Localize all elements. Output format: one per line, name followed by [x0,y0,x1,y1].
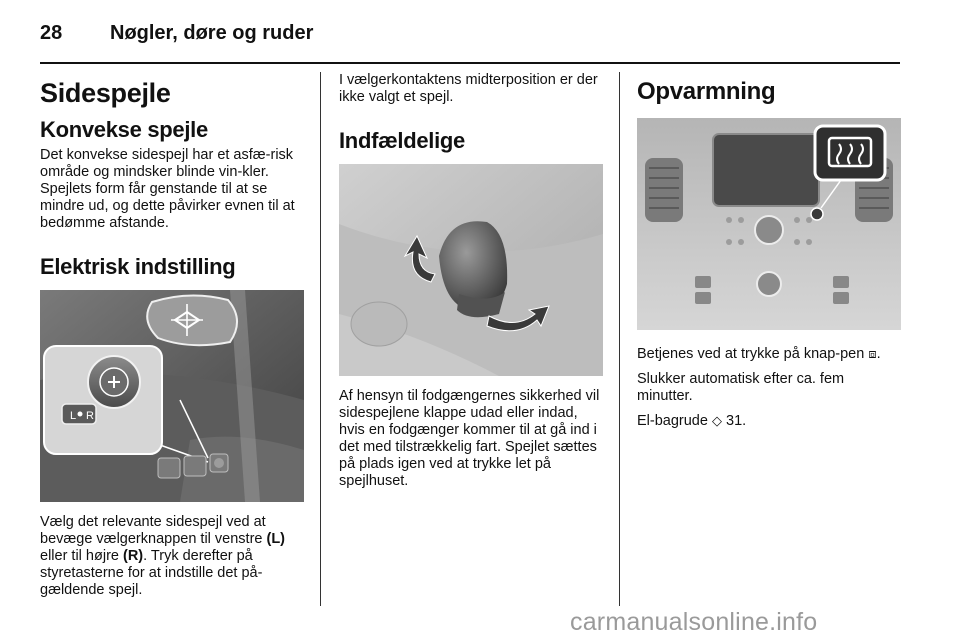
operate-text: Betjenes ved at trykke på knap-pen ⧈. [637,346,881,362]
convex-mirrors-text: Det konvekse sidespejl har et asfæ-risk område og mindsker blinde vin-kler. Spejlets form får genstande til at se mindre ud, og dette påvirker evnen til at bedømme afstande. [40,147,295,231]
mirror-switch-illustration [40,290,304,502]
section-title: Sidespejle [40,78,171,108]
page-header [40,10,900,58]
convex-mirrors-heading: Konvekse spejle [40,117,208,142]
select-text-part: . Tryk derefter på styretasterne for at indstille det på-gældende spejl. [40,548,263,598]
right-indicator: (R) [123,548,144,564]
page-number: 28 [40,22,63,44]
auto-off-text: Slukker automatisk efter ca. fem minutter. [637,371,845,404]
mirror-switch-drawing [40,290,304,502]
rear-window-label: El-bagrude [637,413,708,429]
electric-adjustment-heading: Elektrisk indstilling [40,254,236,279]
watermark: carmanualsonline.info [570,608,818,636]
select-text-part: eller til højre [40,548,119,564]
heated-mirror-icon: ⧈ [868,347,877,362]
folding-mirror-illustration [339,164,603,376]
column-1 [40,72,304,607]
rear-window-reference [637,413,901,430]
header-rule [40,62,900,64]
select-text-part: Vælg det relevante sidespejl ved at bevæge vælgerknappen til venstre [40,514,266,547]
column-divider [320,72,321,606]
reference-page: 31. [726,413,747,429]
console-illustration [637,118,901,330]
column-2 [339,72,603,498]
folding-mirror-drawing [339,164,603,376]
console-drawing [637,118,901,330]
column-divider [619,72,620,606]
page-reference-icon: ◇ [711,414,722,429]
pedestrian-safety-text: Af hensyn til fodgængernes sikkerhed vil sidespejlene klappe udad eller indad, hvis en fodgænger kommer til at gå ind i det med tilstrækkelig fart. Spejlet sættes på plads igen ved at trykke let på spejlhuset. [339,388,600,489]
select-mirror-text [40,514,304,599]
operate-text-part: Betjenes ved at trykke på knap-pen [637,346,865,362]
folding-heading: Indfældelige [339,128,465,153]
middle-position-text: I vælgerkontaktens midterposition er der ikke valgt et spejl. [339,72,598,105]
switch-label-right: R [86,410,94,422]
switch-label-left: L [70,410,77,422]
column-3 [637,72,901,438]
chapter-title: Nøgler, døre og ruder [110,22,314,44]
heating-heading: Opvarmning [637,78,776,105]
left-indicator: (L) [266,531,286,547]
